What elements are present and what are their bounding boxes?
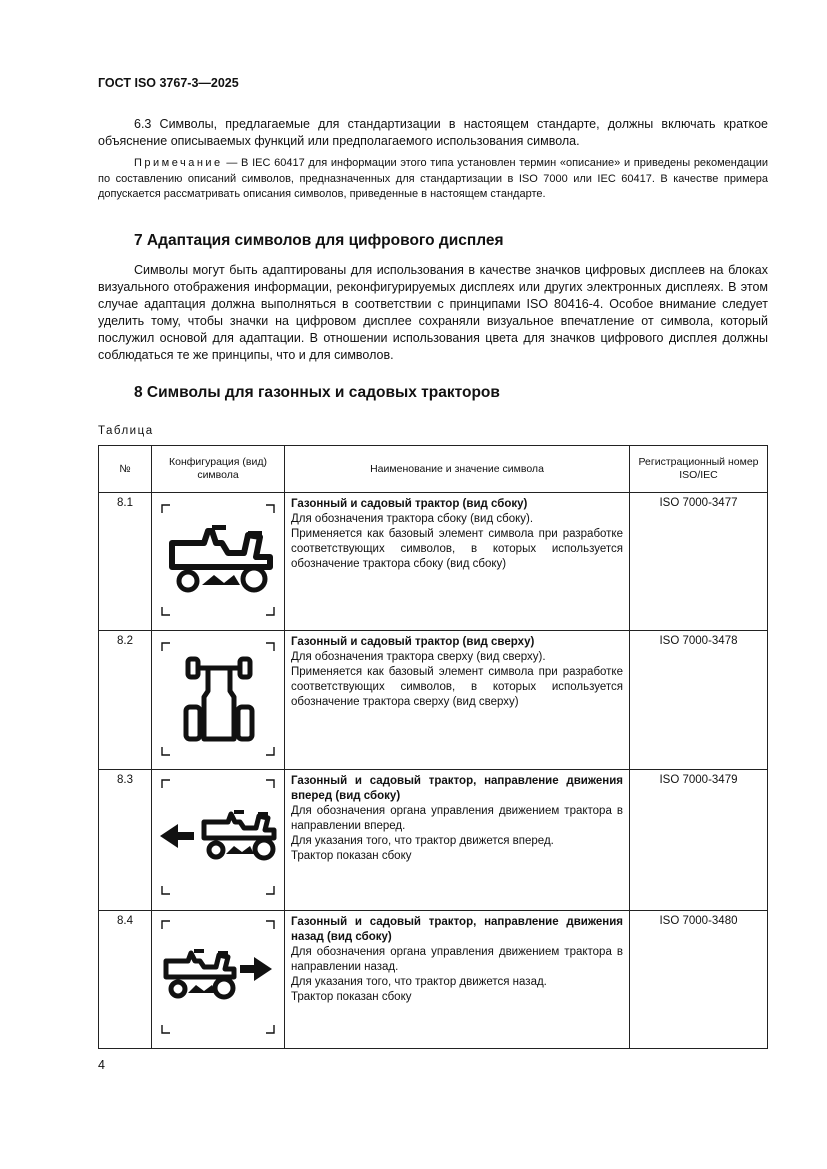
note	[98, 156, 768, 203]
col-num: №	[99, 446, 152, 493]
description-line: Применяется как базовый элемент символа при разработке соответствующих символов, в которых используется обозначение трактора сбоку (вид сбоку)	[291, 528, 623, 570]
symbol-title: Газонный и садовый трактор, направление движения назад (вид сбоку)	[291, 916, 623, 943]
registration-number: ISO 7000-3477	[630, 493, 768, 631]
symbol-description	[285, 631, 630, 770]
symbol-description	[285, 911, 630, 1049]
table-label: Таблица	[98, 425, 154, 437]
col-config: Конфигурация (вид) символа	[152, 446, 285, 493]
symbol-title: Газонный и садовый трактор (вид сбоку)	[291, 498, 528, 510]
description-line: Трактор показан сбоку	[291, 991, 412, 1003]
description-line: Для обозначения трактора сбоку (вид сбоку).	[291, 513, 534, 525]
registration-number: ISO 7000-3479	[630, 770, 768, 911]
symbol-cell	[152, 911, 285, 1049]
col-reg: Регистрационный номер ISO/IEC	[630, 446, 768, 493]
symbols-table	[98, 445, 768, 1049]
symbol-title: Газонный и садовый трактор (вид сверху)	[291, 636, 535, 648]
tractor-side-icon	[152, 493, 284, 627]
paragraph-7: Символы могут быть адаптированы для использования в качестве значков цифровых дисплеев на блоках визуального отображения информации, реконфигурируемых дисплеях или других электронных дисплеях. В этом случае адаптация должна выполняться в соответствии с принципами ISO 80416-4. Особое внимание следует уделить тому, чтобы значки на цифровом дисплее сохраняли визуальное впечатление от символа, который послужил основой для адаптации. В отношении использования цвета для значков цифрового дисплея должны соблюдаться те же принципы, что и для символов.	[98, 263, 768, 362]
description-line: Для указания того, что трактор движется назад.	[291, 976, 547, 988]
note-text: — В IEC 60417 для информации этого типа установлен термин «описание» и приведены рекомендации по составлению описаний символов, предназначенных для стандартизации в ISO 7000 или IEC 60417. В качестве примера допускается рассматривать описания символов, приведенные в настоящем стандарте.	[98, 157, 768, 200]
table-header-row	[99, 446, 768, 493]
description-line: Для обозначения трактора сверху (вид сверху).	[291, 651, 546, 663]
symbol-cell	[152, 631, 285, 770]
table-row	[99, 911, 768, 1049]
col-name: Наименование и значение символа	[285, 446, 630, 493]
description-line: Трактор показан сбоку	[291, 850, 412, 862]
description-line: Применяется как базовый элемент символа при разработке соответствующих символов, в которых используется обозначение трактора сверху (вид сверху)	[291, 666, 623, 708]
symbol-description	[285, 493, 630, 631]
symbol-cell	[152, 493, 285, 631]
symbol-title: Газонный и садовый трактор, направление движения вперед (вид сбоку)	[291, 775, 623, 802]
tractor-top-icon	[152, 631, 284, 766]
symbol-cell	[152, 770, 285, 911]
table-row	[99, 493, 768, 631]
table-row	[99, 770, 768, 911]
note-label: Примечание	[134, 157, 223, 169]
document-header: ГОСТ ISO 3767-3—2025	[98, 76, 239, 90]
description-line: Для обозначения органа управления движением трактора в направлении назад.	[291, 946, 623, 973]
paragraph-6-3: 6.3 Символы, предлагаемые для стандартизации в настоящем стандарте, должны включать краткое объяснение описываемых функций или предполагаемого использования символа.	[98, 117, 768, 148]
row-number: 8.2	[99, 631, 152, 770]
tractor-reverse-icon	[152, 911, 284, 1045]
registration-number: ISO 7000-3478	[630, 631, 768, 770]
description-line: Для обозначения органа управления движением трактора в направлении вперед.	[291, 805, 623, 832]
tractor-forward-icon	[152, 770, 284, 907]
row-number: 8.4	[99, 911, 152, 1049]
symbol-description	[285, 770, 630, 911]
registration-number: ISO 7000-3480	[630, 911, 768, 1049]
row-number: 8.3	[99, 770, 152, 911]
section-8-heading: 8 Символы для газонных и садовых тракторов	[134, 384, 500, 401]
page-number: 4	[98, 1058, 105, 1072]
row-number: 8.1	[99, 493, 152, 631]
section-7-heading: 7 Адаптация символов для цифрового дисплея	[134, 232, 504, 249]
table-row	[99, 631, 768, 770]
description-line: Для указания того, что трактор движется вперед.	[291, 835, 554, 847]
